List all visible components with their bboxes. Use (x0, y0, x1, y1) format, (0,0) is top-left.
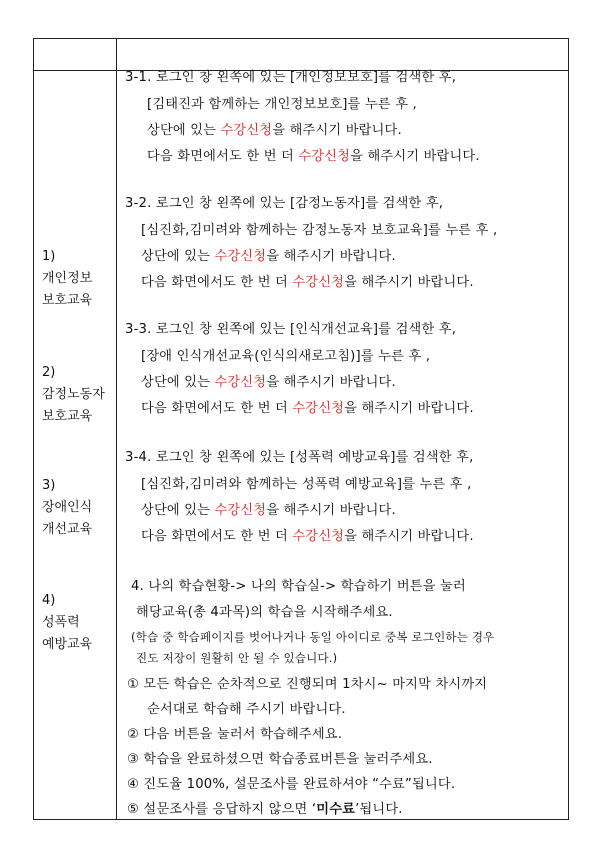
enroll-highlight: 수강신청 (292, 275, 345, 290)
label-line: 감정노동자 (42, 387, 105, 402)
step-2: ② 다음 버튼을 눌러서 학습해주세요. (127, 727, 343, 742)
label-line: 개인정보 (42, 271, 93, 286)
column-divider (116, 38, 117, 820)
section-3-2-course: [심진화,김미려와 함께하는 감정노동자 보호교육]를 누른 후 , (141, 223, 498, 238)
text-segment: ⑤ 설문조사를 응답하지 않으면 ‘ (127, 802, 317, 817)
text-segment: 을 해주시기 바랍니다. (272, 123, 402, 138)
step-4: ④ 진도율 100%, 설문조사를 완료하셔야 “수료”됩니다. (127, 777, 456, 792)
section-3-3-step1 (141, 371, 396, 390)
enroll-highlight: 수강신청 (214, 375, 267, 390)
section-3-3-course: [장애 인식개선교육(인식의새로고침)]를 누른 후 , (141, 349, 431, 364)
step-1-continued: 순서대로 학습해 주시기 바랍니다. (147, 702, 346, 717)
text-segment: 을 해주시기 바랍니다. (344, 401, 474, 416)
section-3-1-course: [김태진과 함께하는 개인정보보호]를 누른 후 , (147, 97, 417, 112)
enroll-highlight: 수강신청 (220, 123, 273, 138)
text-segment: 다음 화면에서도 한 번 더 (147, 149, 299, 164)
section-4-note-1: (학습 중 학습페이지를 벗어나거나 동일 아이디로 중복 로그인하는 경우 (131, 630, 495, 644)
section-3-1-step2 (147, 145, 480, 164)
section-4-start: 해당교육(총 4과목)의 학습을 시작해주세요. (136, 605, 393, 620)
step-1: ① 모든 학습은 순차적으로 진행되며 1차시~ 마지막 차시까지 (127, 677, 488, 692)
text-segment: ’됩니다. (355, 802, 403, 817)
label-line: 성폭력 (42, 615, 80, 630)
text-segment: 을 해주시기 바랍니다. (266, 375, 396, 390)
text-segment: 다음 화면에서도 한 번 더 (141, 529, 293, 544)
step-3: ③ 학습을 완료하셨으면 학습종료버튼을 눌러주세요. (127, 752, 433, 767)
text-segment: 다음 화면에서도 한 번 더 (141, 401, 293, 416)
incomplete-highlight: 미수료 (316, 802, 356, 817)
section-3-1-title: 3-1. 로그인 창 왼쪽에 있는 [개인정보보호]를 검색한 후, (125, 70, 457, 85)
text-segment: 상단에 있는 (141, 375, 215, 390)
label-number: 2) (42, 365, 56, 380)
text-segment: 다음 화면에서도 한 번 더 (141, 275, 293, 290)
step-5 (127, 798, 403, 817)
text-segment: 을 해주시기 바랍니다. (350, 149, 480, 164)
label-line: 예방교육 (42, 637, 93, 652)
section-3-1-step1 (147, 119, 402, 138)
enroll-highlight: 수강신청 (214, 249, 267, 264)
label-line: 개선교육 (42, 522, 93, 537)
label-disability-awareness (42, 475, 92, 541)
text-segment: 상단에 있는 (141, 503, 215, 518)
label-line: 보호교육 (42, 409, 93, 424)
label-emotional-labor (42, 362, 105, 428)
section-3-4-step2 (141, 525, 474, 544)
enroll-highlight: 수강신청 (292, 401, 345, 416)
label-line: 장애인식 (42, 500, 93, 515)
text-segment: 상단에 있는 (147, 123, 221, 138)
section-3-4-course: [심진화,김미려와 함께하는 성폭력 예방교육]를 누른 후 , (141, 477, 472, 492)
section-3-2-step1 (141, 245, 396, 264)
label-number: 1) (42, 249, 56, 264)
text-segment: 을 해주시기 바랍니다. (344, 529, 474, 544)
label-number: 3) (42, 478, 56, 493)
label-privacy (42, 246, 92, 312)
section-3-3-title: 3-3. 로그인 창 왼쪽에 있는 [인식개선교육]를 검색한 후, (125, 322, 457, 337)
enroll-highlight: 수강신청 (298, 149, 351, 164)
section-4-note-2: 진도 저장이 원활히 안 될 수 있습니다.) (136, 651, 338, 665)
section-3-2-step2 (141, 271, 474, 290)
text-segment: 을 해주시기 바랍니다. (266, 503, 396, 518)
enroll-highlight: 수강신청 (292, 529, 345, 544)
section-4-title: 4. 나의 학습현황-> 나의 학습실-> 학습하기 버튼을 눌러 (131, 579, 466, 594)
label-number: 4) (42, 593, 56, 608)
section-3-4-step1 (141, 499, 396, 518)
text-segment: 상단에 있는 (141, 249, 215, 264)
label-line: 보호교육 (42, 293, 93, 308)
section-3-2-title: 3-2. 로그인 창 왼쪽에 있는 [감정노동자]를 검색한 후, (125, 196, 444, 211)
text-segment: 을 해주시기 바랍니다. (266, 249, 396, 264)
section-3-3-step2 (141, 397, 474, 416)
section-3-4-title: 3-4. 로그인 창 왼쪽에 있는 [성폭력 예방교육]를 검색한 후, (125, 450, 474, 465)
text-segment: 을 해주시기 바랍니다. (344, 275, 474, 290)
label-sexual-violence (42, 590, 92, 656)
enroll-highlight: 수강신청 (214, 503, 267, 518)
